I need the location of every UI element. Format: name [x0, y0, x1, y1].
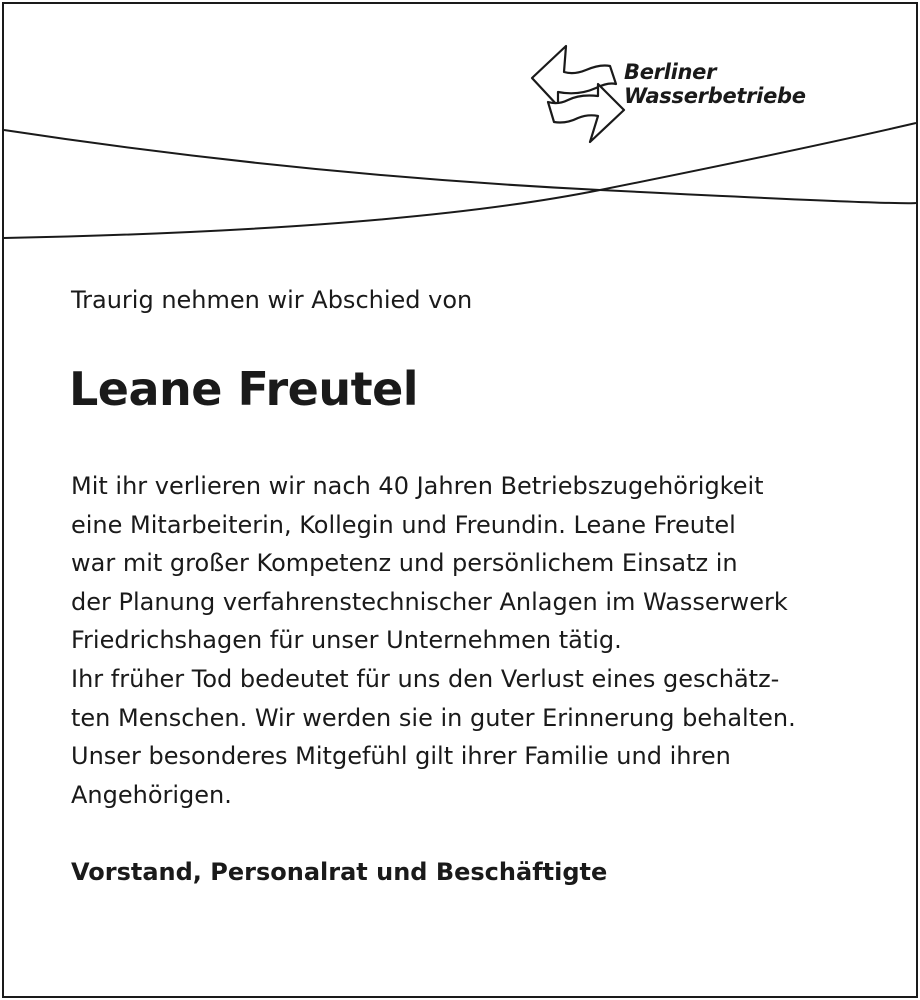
body-line: ten Menschen. Wir werden sie in guter Erinnerung behalten. [71, 703, 796, 732]
logo-wordmark [624, 60, 806, 108]
company-logo [528, 44, 848, 144]
body-line: war mit großer Kompetenz und persönlichem Einsatz in [71, 549, 738, 578]
logo-line-1: Berliner [624, 60, 717, 84]
signature: Vorstand, Personalrat und Beschäftigte [71, 858, 608, 886]
body-line: Friedrichshagen für unser Unternehmen tätig. [71, 626, 622, 655]
notice-body [71, 467, 891, 814]
deceased-name: Leane Freutel [69, 362, 419, 416]
logo-line-2: Wasserbetriebe [624, 84, 806, 108]
body-line: eine Mitarbeiterin, Kollegin und Freundin. Leane Freutel [71, 510, 736, 539]
body-line: Ihr früher Tod bedeutet für uns den Verlust eines geschätz- [71, 664, 780, 693]
double-arrow-logo-icon [528, 44, 628, 144]
body-line: Angehörigen. [71, 780, 232, 809]
intro-text: Traurig nehmen wir Abschied von [71, 286, 473, 314]
body-line: Unser besonderes Mitgefühl gilt ihrer Familie und ihren [71, 742, 731, 771]
body-line: der Planung verfahrenstechnischer Anlagen im Wasserwerk [71, 587, 788, 616]
body-line: Mit ihr verlieren wir nach 40 Jahren Betriebszugehörigkeit [71, 472, 764, 500]
